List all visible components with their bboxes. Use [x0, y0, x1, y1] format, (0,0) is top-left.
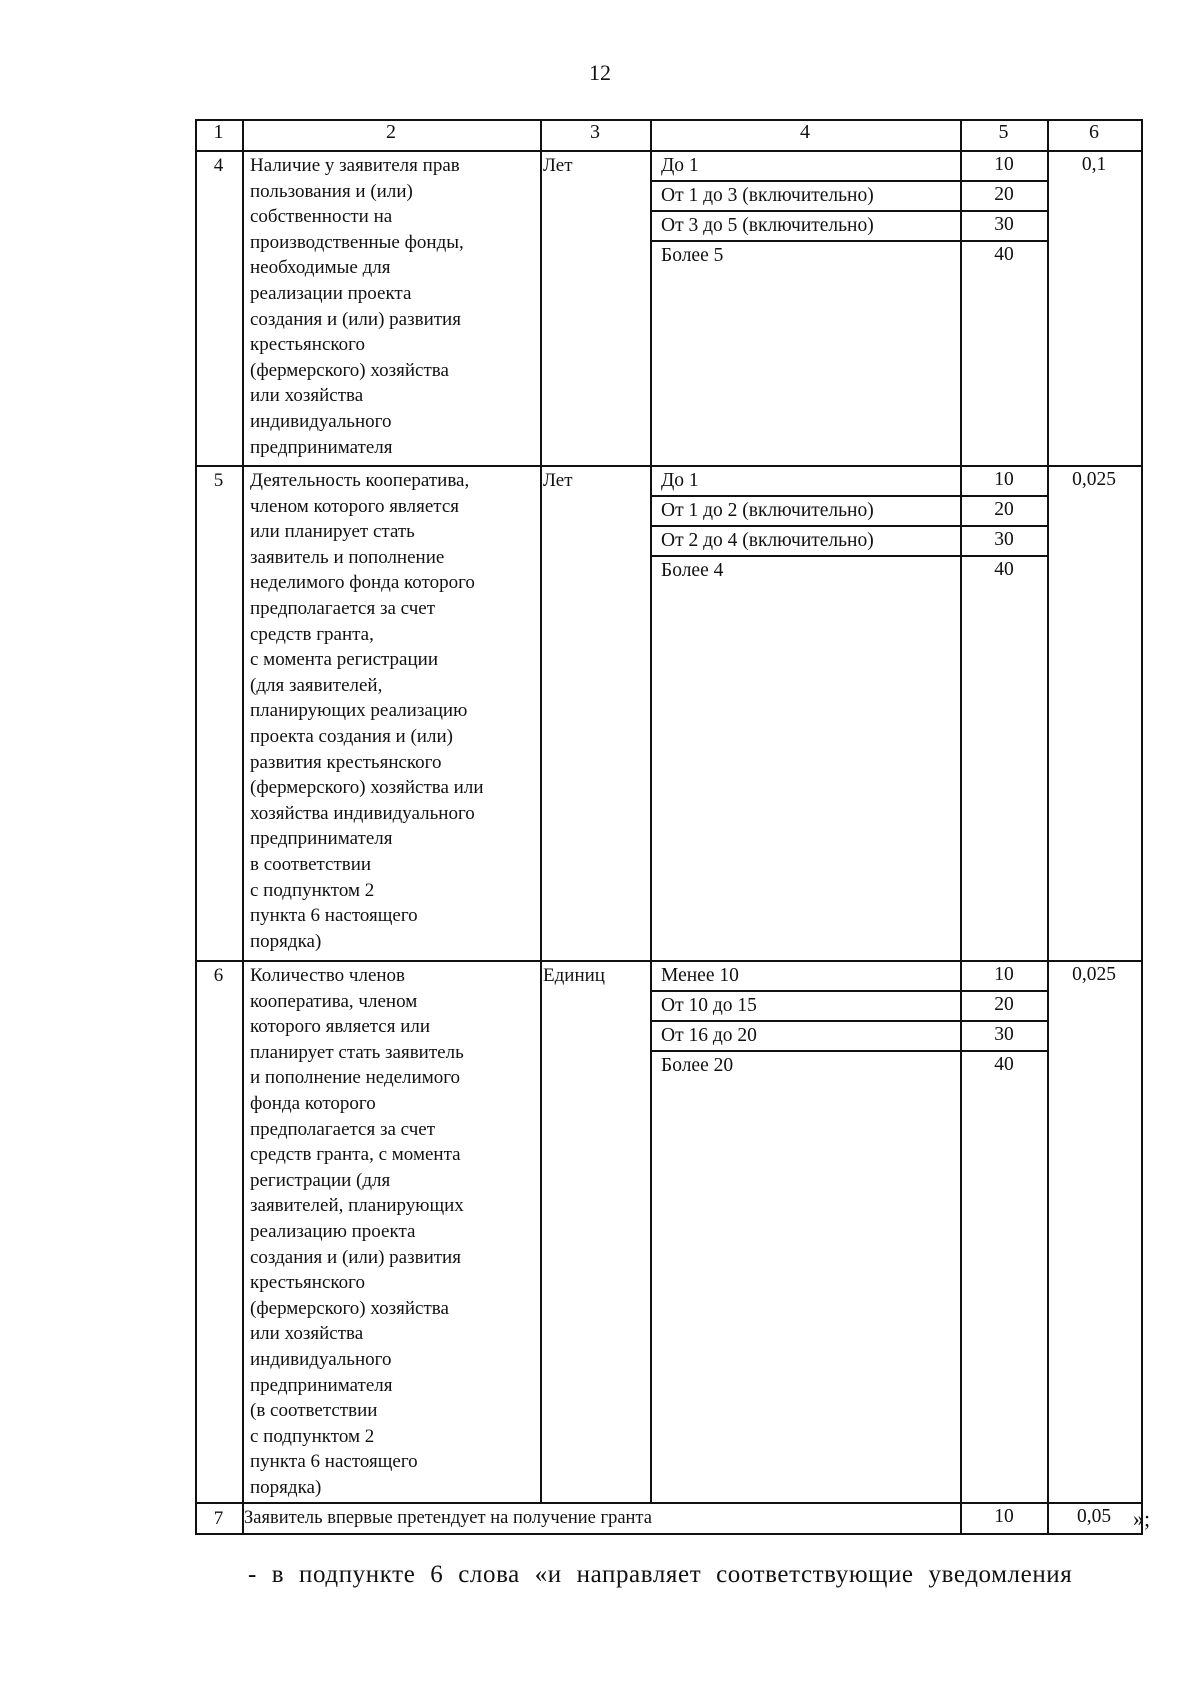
option-label: От 16 до 20	[661, 1025, 757, 1046]
score-value: 30	[994, 1024, 1014, 1045]
criterion-text: Деятельность кооператива, членом которого является или планирует стать заявитель и пополнение неделимого фонда которого предполагается за счет средств гранта, с момента регистрации (для заявителей, планирующих реализацию проекта создания и (или) развития крестьянского (фермерского) хозяйства или хозяйства индивидуального предпринимателя в соответствии с подпунктом 2 пункта 6 настоящего порядка)	[250, 470, 484, 952]
column-header-3: 3	[590, 121, 600, 143]
criterion-text: Количество членов кооператива, членом которого является или планирует стать заявитель и пополнение неделимого фонда которого предполагается за счет средств гранта, с момента регистрации (для заявителей, планирующих реализацию проекта создания и (или) развития крестьянского (фермерского) хозяйства или хозяйства индивидуального предпринимателя (в соответствии с подпунктом 2 пункта 6 настоящего порядка)	[250, 965, 464, 1498]
option-label: Более 4	[661, 560, 724, 581]
option-label: От 1 до 2 (включительно)	[661, 500, 874, 521]
column-header-2: 2	[386, 121, 396, 143]
option-label: От 2 до 4 (включительно)	[661, 530, 874, 551]
unit-label: Лет	[543, 155, 573, 176]
score-value: 30	[994, 529, 1014, 550]
option-label: От 3 до 5 (включительно)	[661, 215, 874, 236]
option-label: От 1 до 3 (включительно)	[661, 185, 874, 206]
column-header-1: 1	[213, 121, 224, 143]
score-value: 10	[994, 469, 1014, 490]
unit-label: Единиц	[543, 965, 605, 986]
weight-value: 0,05	[1076, 1506, 1112, 1527]
criterion-text: Заявитель впервые претендует на получение гранта	[244, 1508, 652, 1528]
weight-value: 0,025	[1072, 964, 1116, 985]
score-value: 10	[994, 154, 1014, 175]
row-number: 7	[213, 1508, 224, 1529]
column-header-6: 6	[1089, 121, 1099, 143]
score-value: 20	[994, 499, 1014, 520]
score-value: 40	[994, 1054, 1014, 1075]
row-number: 5	[213, 470, 224, 491]
score-value: 40	[994, 244, 1014, 265]
criterion-text: Наличие у заявителя прав пользования и (или) собственности на производственные фонды, необходимые для реализации проекта создания и (или) развития крестьянского (фермерского) хозяйства или хозяйства индивидуального предпринимателя	[250, 155, 464, 458]
row-number: 6	[213, 965, 224, 986]
score-value: 40	[994, 559, 1014, 580]
score-value: 20	[994, 994, 1014, 1015]
option-label: Менее 10	[661, 965, 739, 986]
score-value: 30	[994, 214, 1014, 235]
score-value: 20	[994, 184, 1014, 205]
page-number: 12	[589, 60, 611, 85]
option-label: Более 20	[661, 1055, 734, 1076]
option-label: Более 5	[661, 245, 724, 266]
unit-label: Лет	[543, 470, 573, 491]
weight-value: 0,1	[1081, 154, 1107, 175]
column-header-5: 5	[998, 121, 1009, 143]
row-number: 4	[213, 155, 224, 176]
table-closing-quote: »;	[1133, 1506, 1151, 1531]
column-header-4: 4	[800, 121, 810, 143]
option-label: До 1	[661, 470, 699, 491]
score-value: 10	[994, 964, 1014, 985]
option-label: От 10 до 15	[661, 995, 757, 1016]
weight-value: 0,025	[1072, 469, 1116, 490]
body-text: - в подпункте 6 слова «и направляет соответствующие уведомления	[248, 1561, 1073, 1588]
score-value: 10	[994, 1506, 1014, 1527]
option-label: До 1	[661, 155, 699, 176]
